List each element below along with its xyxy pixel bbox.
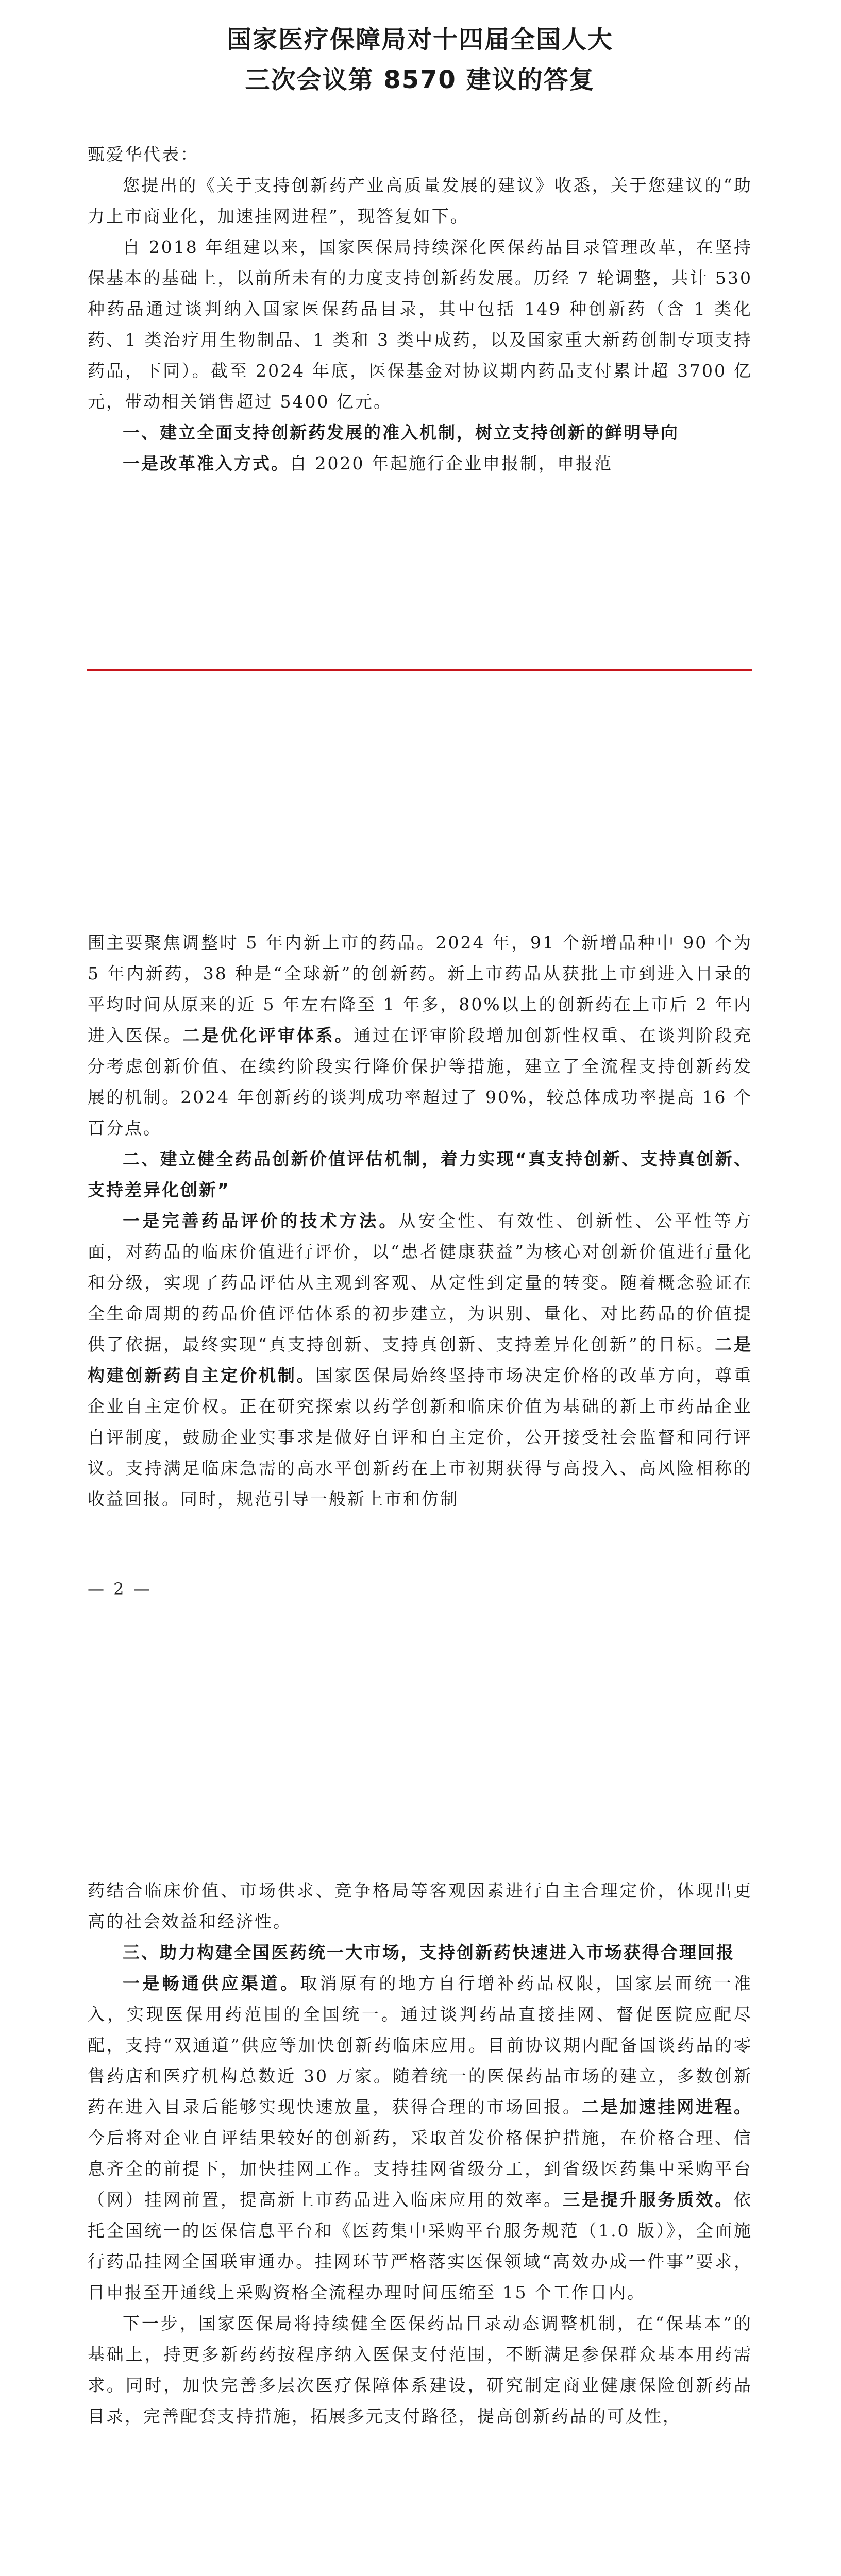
page-1 — [0, 0, 841, 670]
keyword-optimize-review: 二是优化评审体系。 — [182, 1025, 354, 1045]
paragraph-market — [88, 1968, 752, 2308]
section-heading-3: 三、助力构建全国医药统一大市场，支持创新药快速进入市场获得合理回报 — [123, 1942, 735, 1962]
paragraph-optimize-review-text: 通过在评审阶段增加创新性权重、在谈判阶段充分考虑创新价值、在续约阶段实行降价保护等措施，建立了全流程支持创新药发展的机制。2024 年创新药的谈判成功率超过了 90%，较总体成功率提高 16 个百分点。 — [88, 1025, 753, 1138]
paragraph-pricing-text: 国家医保局始终坚持市场决定价格的改革方向，尊重企业自主定价权。正在研究探索以药学创新和临床价值为基础的新上市药品企业自评制度，鼓励企业实事求是做好自评和自主定价，公开接受社会监督和同行评议。支持满足临床急需的高水平创新药在上市初期获得与高投入、高风险相称的收益回报。同时，规范引导一般新上市和仿制 — [88, 1365, 753, 1509]
document-title-line-2: 三次会议第 8570 建议的答复 — [245, 65, 595, 94]
paragraph-continued-text: 围主要聚焦调整时 5 年内新上市的药品。2024 年，91 个新增品种中 90 个为 5 年内新药，38 种是“全球新”的创新药。新上市药品从获批上市到进入目录的平均时间从原来的近 5 年左右降至 1 年多，80%以上的创新药在上市后 2 年内进入医保。 — [88, 933, 752, 1045]
salutation: 甄爱华代表： — [88, 144, 199, 164]
paragraph-continued-2: 药结合临床价值、市场供求、竞争格局等客观因素进行自主合理定价，体现出更高的社会效益和经济性。 — [88, 1880, 752, 1931]
paragraph-listing-text: 今后将对企业自评结果较好的创新药，采取首发价格保护措施，在价格合理、信息齐全的前提下，加快挂网工作。支持挂网省级分工，到省级医药集中采购平台（网）挂网前置，提高新上市药品进入临床应用的效率。 — [88, 2128, 752, 2210]
page-3 — [0, 1875, 841, 2576]
paragraph-continued — [88, 927, 752, 1144]
paragraph-intro: 您提出的《关于支持创新药产业高质量发展的建议》收悉，关于您建议的“助力上市商业化，加速挂网进程”，现答复如下。 — [88, 175, 752, 226]
keyword-supply-channels: 一是畅通供应渠道。 — [123, 1973, 300, 1993]
keyword-reform-access: 一是改革准入方式。 — [123, 453, 290, 473]
page-break-rule — [87, 669, 752, 671]
paragraph-service-text: 依托全国统一的医保信息平台和《医药集中采购平台服务规范（1.0 版）》，全面施行药品挂网全国联审通办。挂网环节严格落实医保领域“高效办成一件事”要求，目申报至开通线上采购资格全流程办理时间压缩至 15 个工作日内。 — [88, 2190, 753, 2302]
keyword-pricing-mechanism: 二是构建创新药自主定价机制。 — [88, 1334, 752, 1385]
paragraph-evaluation-text: 从安全性、有效性、创新性、公平性等方面，对药品的临床价值进行评价，以“患者健康获益”为核心对创新价值进行量化和分级，实现了药品评估从主观到客观、从定性到定量的转变。随着概念验证在全生命周期的药品价值评估体系的初步建立，为识别、量化、对比药品的价值提供了依据，最终实现“真支持创新、支持真创新、支持差异化创新”的目标。 — [88, 1211, 753, 1354]
section-heading-2: 二、建立健全药品创新价值评估机制，着力实现“真支持创新、支持真创新、支持差异化创新” — [88, 1149, 752, 1200]
section-heading-1: 一、建立全面支持创新药发展的准入机制，树立支持创新的鲜明导向 — [123, 422, 679, 443]
paragraph-evaluation — [88, 1206, 752, 1515]
paragraph-reform-access — [88, 448, 752, 479]
paragraph-next-steps: 下一步，国家医保局将持续健全医保药品目录动态调整机制，在“保基本”的基础上，持更多新药药按程序纳入医保支付范围，不断满足参保群众基本用药需求。同时，加快完善多层次医疗保障体系建设，研究制定商业健康保险创新药品目录，完善配套支持措施，拓展多元支付路径，提高创新药品的可及性， — [88, 2313, 752, 2426]
keyword-evaluation-methods: 一是完善药品评价的技术方法。 — [123, 1211, 399, 1231]
paragraph-supply-text: 取消原有的地方自行增补药品权限，国家层面统一准入，实现医保用药范围的全国统一。通过谈判药品直接挂网、督促医院应配尽配，支持“双通道”供应等加快创新药临床应用。目前协议期内配备国谈药品的零售药店和医疗机构总数近 30 万家。随着统一的医保药品市场的建立，多数创新药在进入目录后能够实现快速放量，获得合理的市场回报。 — [88, 1973, 753, 2117]
paragraph-background: 自 2018 年组建以来，国家医保局持续深化医保药品目录管理改革，在坚持保基本的基础上，以前所未有的力度支持创新药发展。历经 7 轮调整，共计 530 种药品通过谈判纳入国家医保药品目录，其中包括 149 种创新药（含 1 类化药、1 类治疗用生物制品、1 类和 3 类中成药，以及国家重大新药创制专项支持药品，下同）。截至 2024 年底，医保基金对协议期内药品支付累计超 3700 亿元，带动相关销售超过 5400 亿元。 — [88, 237, 752, 412]
keyword-service-quality: 三是提升服务质效。 — [563, 2190, 734, 2210]
document-title-line-1: 国家医疗保障局对十四届全国人大 — [226, 25, 613, 54]
page-number-2: — 2 — — [88, 1579, 152, 1599]
page-2 — [0, 927, 841, 1855]
paragraph-reform-access-text: 自 2020 年起施行企业申报制，申报范 — [290, 453, 613, 473]
keyword-listing-process: 二是加速挂网进程。 — [581, 2097, 753, 2117]
